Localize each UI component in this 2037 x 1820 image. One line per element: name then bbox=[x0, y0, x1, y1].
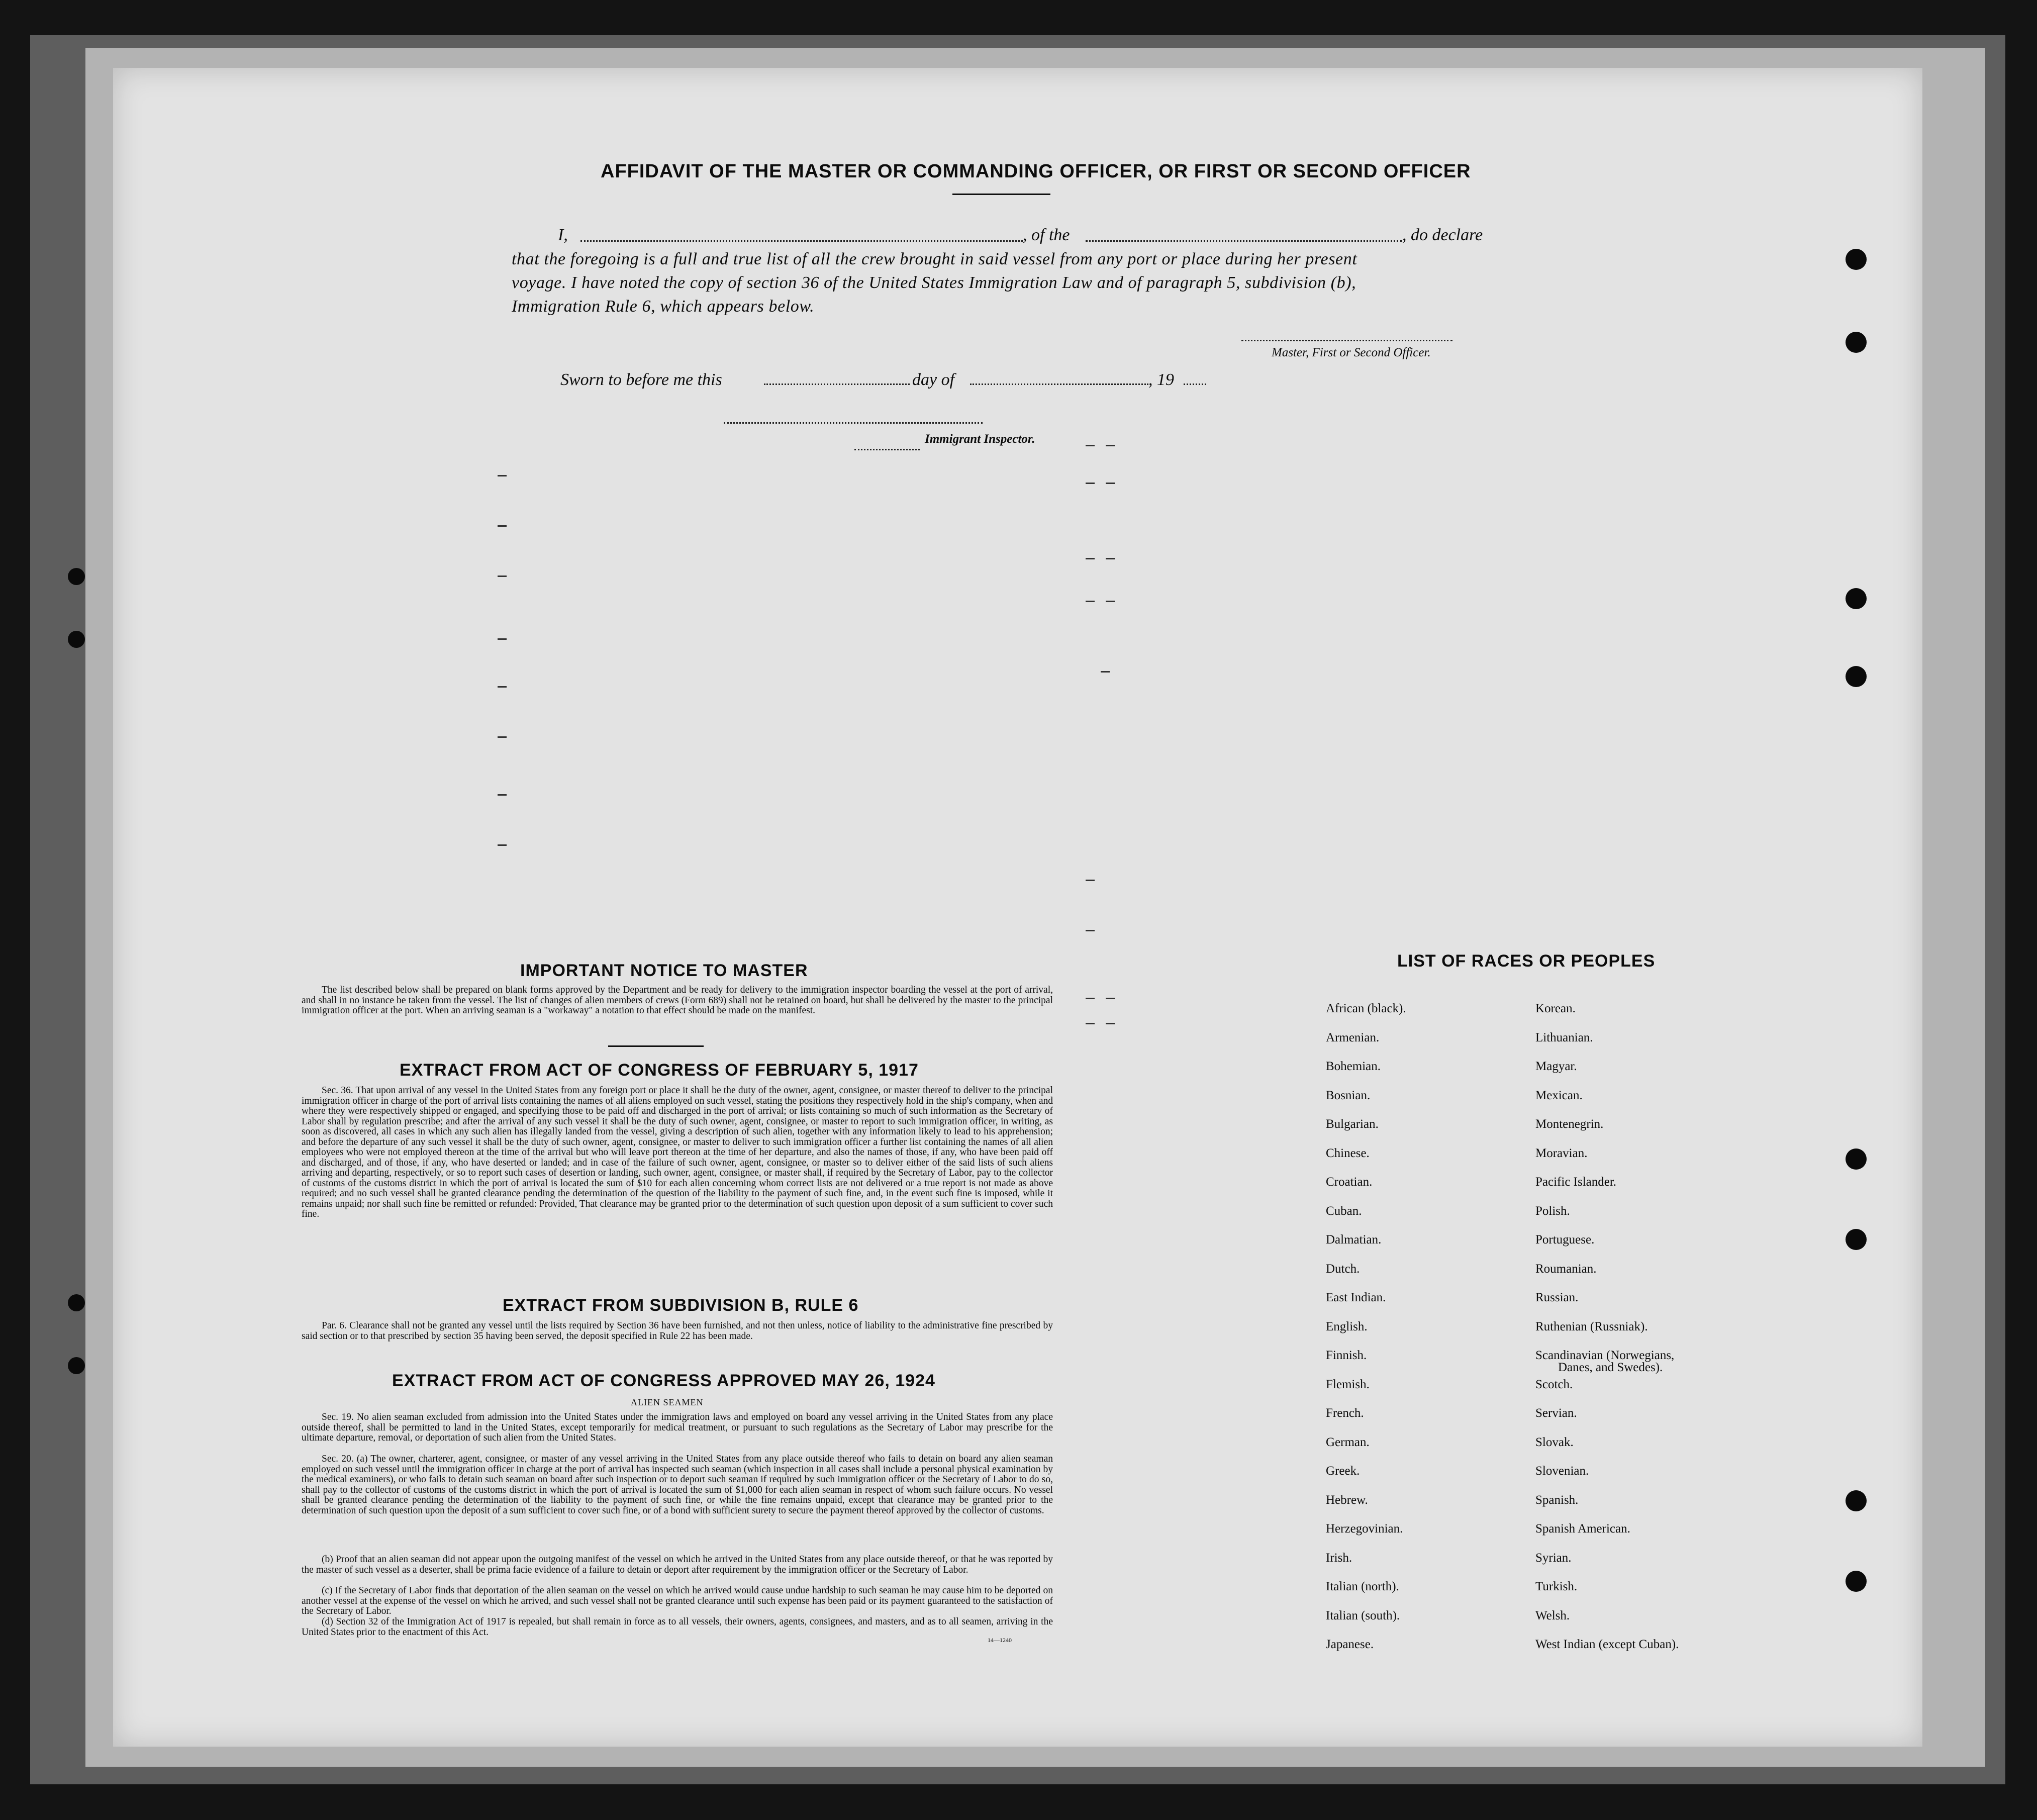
vessel-name-field[interactable] bbox=[1086, 240, 1402, 242]
race-item: Moravian. bbox=[1535, 1146, 1588, 1160]
margin-tick bbox=[1106, 445, 1115, 446]
binder-hole-icon bbox=[1846, 249, 1867, 270]
affidavit-of-the: , of the bbox=[1023, 226, 1070, 244]
extract-1924-heading: EXTRACT FROM ACT OF CONGRESS APPROVED MAY 26, 1924 bbox=[392, 1371, 935, 1390]
margin-tick bbox=[498, 736, 507, 738]
race-item: English. bbox=[1326, 1319, 1368, 1333]
binder-hole-icon bbox=[68, 631, 85, 648]
margin-tick bbox=[498, 686, 507, 688]
sworn-label: Sworn to before me this bbox=[560, 370, 722, 389]
race-item: East Indian. bbox=[1326, 1291, 1386, 1304]
binder-hole-icon bbox=[1846, 666, 1867, 687]
race-item: Irish. bbox=[1326, 1551, 1352, 1565]
inspector-signature-field[interactable] bbox=[724, 422, 983, 424]
race-item: Slovenian. bbox=[1535, 1464, 1589, 1478]
race-item: Slovak. bbox=[1535, 1435, 1574, 1449]
race-item: Danes, and Swedes). bbox=[1558, 1361, 1663, 1374]
race-item: Dutch. bbox=[1326, 1262, 1360, 1276]
binder-hole-icon bbox=[68, 1294, 85, 1311]
extract-1924-sec20b: (b) Proof that an alien seaman did not appear upon the outgoing manifest of the vessel on which he arrived in the United States from any place outside thereof, or that he was reported by the master of such vessel as a deserter, shall be prima facie evidence of a failure to detain or deport after requirement by the immigration officer or the Secretary of Labor. bbox=[302, 1554, 1053, 1575]
extract-1924-sec20d: (d) Section 32 of the Immigration Act of 1917 is repealed, but shall remain in force as to all vessels, their owners, agents, consignees, and masters, and as to all seamen, arriving in the United States prior to the enactment of this Act. bbox=[302, 1616, 1053, 1638]
inspector-label: Immigrant Inspector. bbox=[925, 432, 1035, 446]
extract-rule6-text: Par. 6. Clearance shall not be granted any vessel until the lists required by Section 36 have been furnished, and not then unless, notice of liability to the administrative fine prescribed by said section or to that prescribed by section 35 having been served, the deposit specified in Rule 22 has been made. bbox=[302, 1320, 1053, 1342]
margin-tick bbox=[498, 525, 507, 527]
margin-tick bbox=[1086, 1023, 1095, 1024]
races-heading: LIST OF RACES OR PEOPLES bbox=[1397, 951, 1656, 971]
race-item: Italian (north). bbox=[1326, 1580, 1399, 1593]
margin-tick bbox=[1086, 558, 1095, 559]
extract-1924-sec20c: (c) If the Secretary of Labor finds that deportation of the alien seaman on the vessel on which he arrived would cause undue hardship to such seaman he may cause him to be deported on another vessel at the expense of the vessel on which he arrived, and such vessel shall not be granted clearance until such expense has been paid or its payment guaranteed to the satisfaction of the Secretary of Labor. bbox=[302, 1585, 1053, 1616]
race-item: Bosnian. bbox=[1326, 1088, 1371, 1102]
day-of-label: day of bbox=[912, 370, 955, 389]
year-prefix: , 19 bbox=[1148, 370, 1174, 389]
race-item: Roumanian. bbox=[1535, 1262, 1597, 1276]
race-item: Scandinavian (Norwegians, bbox=[1535, 1349, 1675, 1362]
notice-text: The list described below shall be prepared on blank forms approved by the Department and be ready for delivery to the immigration inspector boarding the vessel at the port of arrival, and shall in no instance be taken from the vessel. The list of changes of alien members of crews (Form 689) shall not be retained on board, but shall be delivered by the master to the principal immigration officer at the port. When an arriving seaman is a "workaway" a notation to that effect should be made on the manifest. bbox=[302, 985, 1053, 1016]
race-item: Croatian. bbox=[1326, 1175, 1373, 1189]
affidavit-line-3: voyage. I have noted the copy of section 36 of the United States Immigration Law and of paragraph 5, subdivision (b), bbox=[512, 273, 1356, 292]
binder-hole-icon bbox=[1846, 1148, 1867, 1170]
margin-tick bbox=[498, 844, 507, 846]
extract-1924-sec20a: Sec. 20. (a) The owner, charterer, agent, consignee, or master of any vessel arriving in the United States from any place outside thereof who fails to detain on board any alien seaman employed on such vessel until the immigration officer in charge at the port of arrival has inspected such seaman (which inspection in all cases shall include a personal physical examination by the medical examiners), or who fails to detain such seaman on board after such inspection or to deport such seaman if required by such immigration officer or the Secretary of Labor to do so, shall pay to the collector of customs of the customs district in which the port of arrival is located the sum of $1,000 for each alien seaman in respect of whom such failure occurs. No vessel shall be granted clearance pending the determination of the liability to the payment of such fine, or while the fine remains unpaid, except that clearance may be granted prior to the determination of such question upon the deposit of a sum sufficient to cover such fine, or of a bond with sufficient surety to secure the payment thereof approved by the collector of customs. bbox=[302, 1454, 1053, 1516]
affidavit-line-2: that the foregoing is a full and true list of all the crew brought in said vessel from any port or place during her present bbox=[512, 250, 1357, 268]
binder-hole-icon bbox=[68, 1357, 85, 1374]
extract-1924-subheading: ALIEN SEAMEN bbox=[631, 1397, 704, 1407]
sworn-month-field[interactable] bbox=[970, 384, 1148, 385]
margin-tick bbox=[1106, 558, 1115, 559]
race-item: Greek. bbox=[1326, 1464, 1360, 1478]
extract-rule6-heading: EXTRACT FROM SUBDIVISION B, RULE 6 bbox=[503, 1296, 859, 1315]
binder-hole-icon bbox=[1846, 588, 1867, 609]
margin-tick bbox=[1106, 483, 1115, 484]
race-item: Servian. bbox=[1535, 1406, 1577, 1420]
binder-hole-icon bbox=[1846, 332, 1867, 353]
margin-tick bbox=[1106, 601, 1115, 602]
race-item: German. bbox=[1326, 1435, 1370, 1449]
race-item: Finnish. bbox=[1326, 1349, 1367, 1362]
margin-tick bbox=[498, 794, 507, 796]
race-item: Russian. bbox=[1535, 1291, 1579, 1304]
affidavit-line-4: Immigration Rule 6, which appears below. bbox=[512, 297, 815, 316]
notice-heading: IMPORTANT NOTICE TO MASTER bbox=[520, 961, 808, 980]
race-item: Mexican. bbox=[1535, 1088, 1583, 1102]
race-item: Scotch. bbox=[1535, 1377, 1573, 1391]
race-item: West Indian (except Cuban). bbox=[1535, 1638, 1679, 1651]
race-item: Spanish American. bbox=[1535, 1522, 1630, 1536]
race-item: Japanese. bbox=[1326, 1638, 1374, 1651]
race-item: Cuban. bbox=[1326, 1204, 1362, 1218]
race-item: Spanish. bbox=[1535, 1493, 1579, 1507]
margin-tick bbox=[1106, 998, 1115, 999]
extract-1917-heading: EXTRACT FROM ACT OF CONGRESS OF FEBRUARY 5, 1917 bbox=[400, 1061, 919, 1080]
extract-1917-text: Sec. 36. That upon arrival of any vessel in the United States from any foreign port or place it shall be the duty of the owner, agent, consignee, or master thereof to deliver to the principal immigration officer in charge of the port of arrival lists containing the names of all aliens employed on such vessel, stating the positions they respectively hold in the ship's company, when and where they were respectively shipped or engaged, and specifying those to be paid off and discharged in the port of arrival; or lists containing so much of such information as the Secretary of Labor shall by regulation prescribe; and after the arrival of any such vessel it shall be the duty of such owner, agent, consignee, or master to report to such immigration officer, in writing, as soon as discovered, all cases in which any such alien has illegally landed from the vessel, giving a description of such alien, together with any information likely to lead to his apprehension; and before the departure of any such vessel it shall be the duty of such owner, agent, consignee, or master to deliver to such immigration officer a further list containing the names of all alien employees who were not employed thereon at the time of the arrival but who will leave port thereon at the time of her departure, and also the names of those, if any, who have been paid off and discharged, and of those, if any, who have deserted or landed; and in case of the failure of such owner, agent, consignee, or master so to deliver either of the said lists of such aliens arriving and departing, respectively, or so to report such cases of desertion or landing, such owner, agent, consignee, or master shall, if required by the Secretary of Labor, pay to the collector of customs of the customs district in which the port of arrival is located the sum of $10 for each alien concerning whom correct lists are not delivered or a true report is not made as above required; and no such vessel shall be granted clearance pending the determination of the question of the liability to the payment of such fine, and, in the event such fine is imposed, while it remains unpaid; nor shall such fine be remitted or refunded: Provided, That clearance may be granted prior to the determination of such question upon deposit of a sum sufficient to cover such fine. bbox=[302, 1085, 1053, 1219]
margin-tick bbox=[1086, 601, 1095, 602]
margin-tick bbox=[498, 576, 507, 577]
binder-hole-icon bbox=[68, 568, 85, 585]
margin-tick bbox=[1086, 930, 1095, 931]
affidavit-i: I, bbox=[558, 226, 568, 244]
race-item: Magyar. bbox=[1535, 1060, 1577, 1073]
affidavit-title: AFFIDAVIT OF THE MASTER OR COMMANDING OFFICER, OR FIRST OR SECOND OFFICER bbox=[601, 161, 1471, 182]
race-item: French. bbox=[1326, 1406, 1364, 1420]
race-item: Chinese. bbox=[1326, 1146, 1370, 1160]
binder-hole-icon bbox=[1846, 1490, 1867, 1511]
sworn-year-field[interactable] bbox=[1184, 384, 1206, 385]
notice-divider bbox=[608, 1045, 704, 1047]
race-item: Portuguese. bbox=[1535, 1233, 1595, 1247]
race-item: Pacific Islander. bbox=[1535, 1175, 1617, 1189]
race-item: Ruthenian (Russniak). bbox=[1535, 1319, 1648, 1333]
extract-1924-sec19: Sec. 19. No alien seaman excluded from admission into the United States under the immigration laws and employed on board any vessel arriving in the United States from any place outside thereof, shall be permitted to land in the United States, except temporarily for medical treatment, or pursuant to such regulations as the Secretary of Labor may prescribe for the ultimate departure, removal, or deportation of such alien from the United States. bbox=[302, 1412, 1053, 1443]
race-item: Hebrew. bbox=[1326, 1493, 1368, 1507]
race-item: African (black). bbox=[1326, 1002, 1406, 1015]
race-item: Bohemian. bbox=[1326, 1060, 1381, 1073]
margin-tick bbox=[1101, 671, 1110, 673]
affidavit-declare: , do declare bbox=[1402, 226, 1483, 244]
race-item: Montenegrin. bbox=[1535, 1117, 1604, 1131]
margin-tick bbox=[1086, 880, 1095, 881]
race-item: Turkish. bbox=[1535, 1580, 1578, 1593]
race-item: Lithuanian. bbox=[1535, 1030, 1593, 1044]
margin-tick bbox=[498, 475, 507, 476]
race-item: Bulgarian. bbox=[1326, 1117, 1379, 1131]
sworn-day-field[interactable] bbox=[764, 384, 910, 385]
margin-tick bbox=[1086, 445, 1095, 446]
race-item: Herzegovinian. bbox=[1326, 1522, 1403, 1536]
race-item: Armenian. bbox=[1326, 1030, 1380, 1044]
race-item: Welsh. bbox=[1535, 1608, 1570, 1622]
inspector-signature-field-short[interactable] bbox=[854, 449, 920, 450]
master-name-field[interactable] bbox=[580, 240, 1023, 242]
margin-tick bbox=[498, 638, 507, 640]
race-item: Polish. bbox=[1535, 1204, 1570, 1218]
race-item: Korean. bbox=[1535, 1002, 1576, 1015]
master-signature-field[interactable] bbox=[1241, 340, 1452, 341]
race-item: Dalmatian. bbox=[1326, 1233, 1382, 1247]
race-item: Italian (south). bbox=[1326, 1608, 1400, 1622]
form-code: 14—1240 bbox=[988, 1637, 1012, 1644]
binder-hole-icon bbox=[1846, 1229, 1867, 1250]
binder-hole-icon bbox=[1846, 1571, 1867, 1592]
margin-tick bbox=[1106, 1023, 1115, 1024]
master-signature-label: Master, First or Second Officer. bbox=[1272, 346, 1431, 359]
margin-tick bbox=[1086, 483, 1095, 484]
race-item: Syrian. bbox=[1535, 1551, 1572, 1565]
race-item: Flemish. bbox=[1326, 1377, 1370, 1391]
title-underline bbox=[952, 194, 1050, 195]
margin-tick bbox=[1086, 998, 1095, 999]
